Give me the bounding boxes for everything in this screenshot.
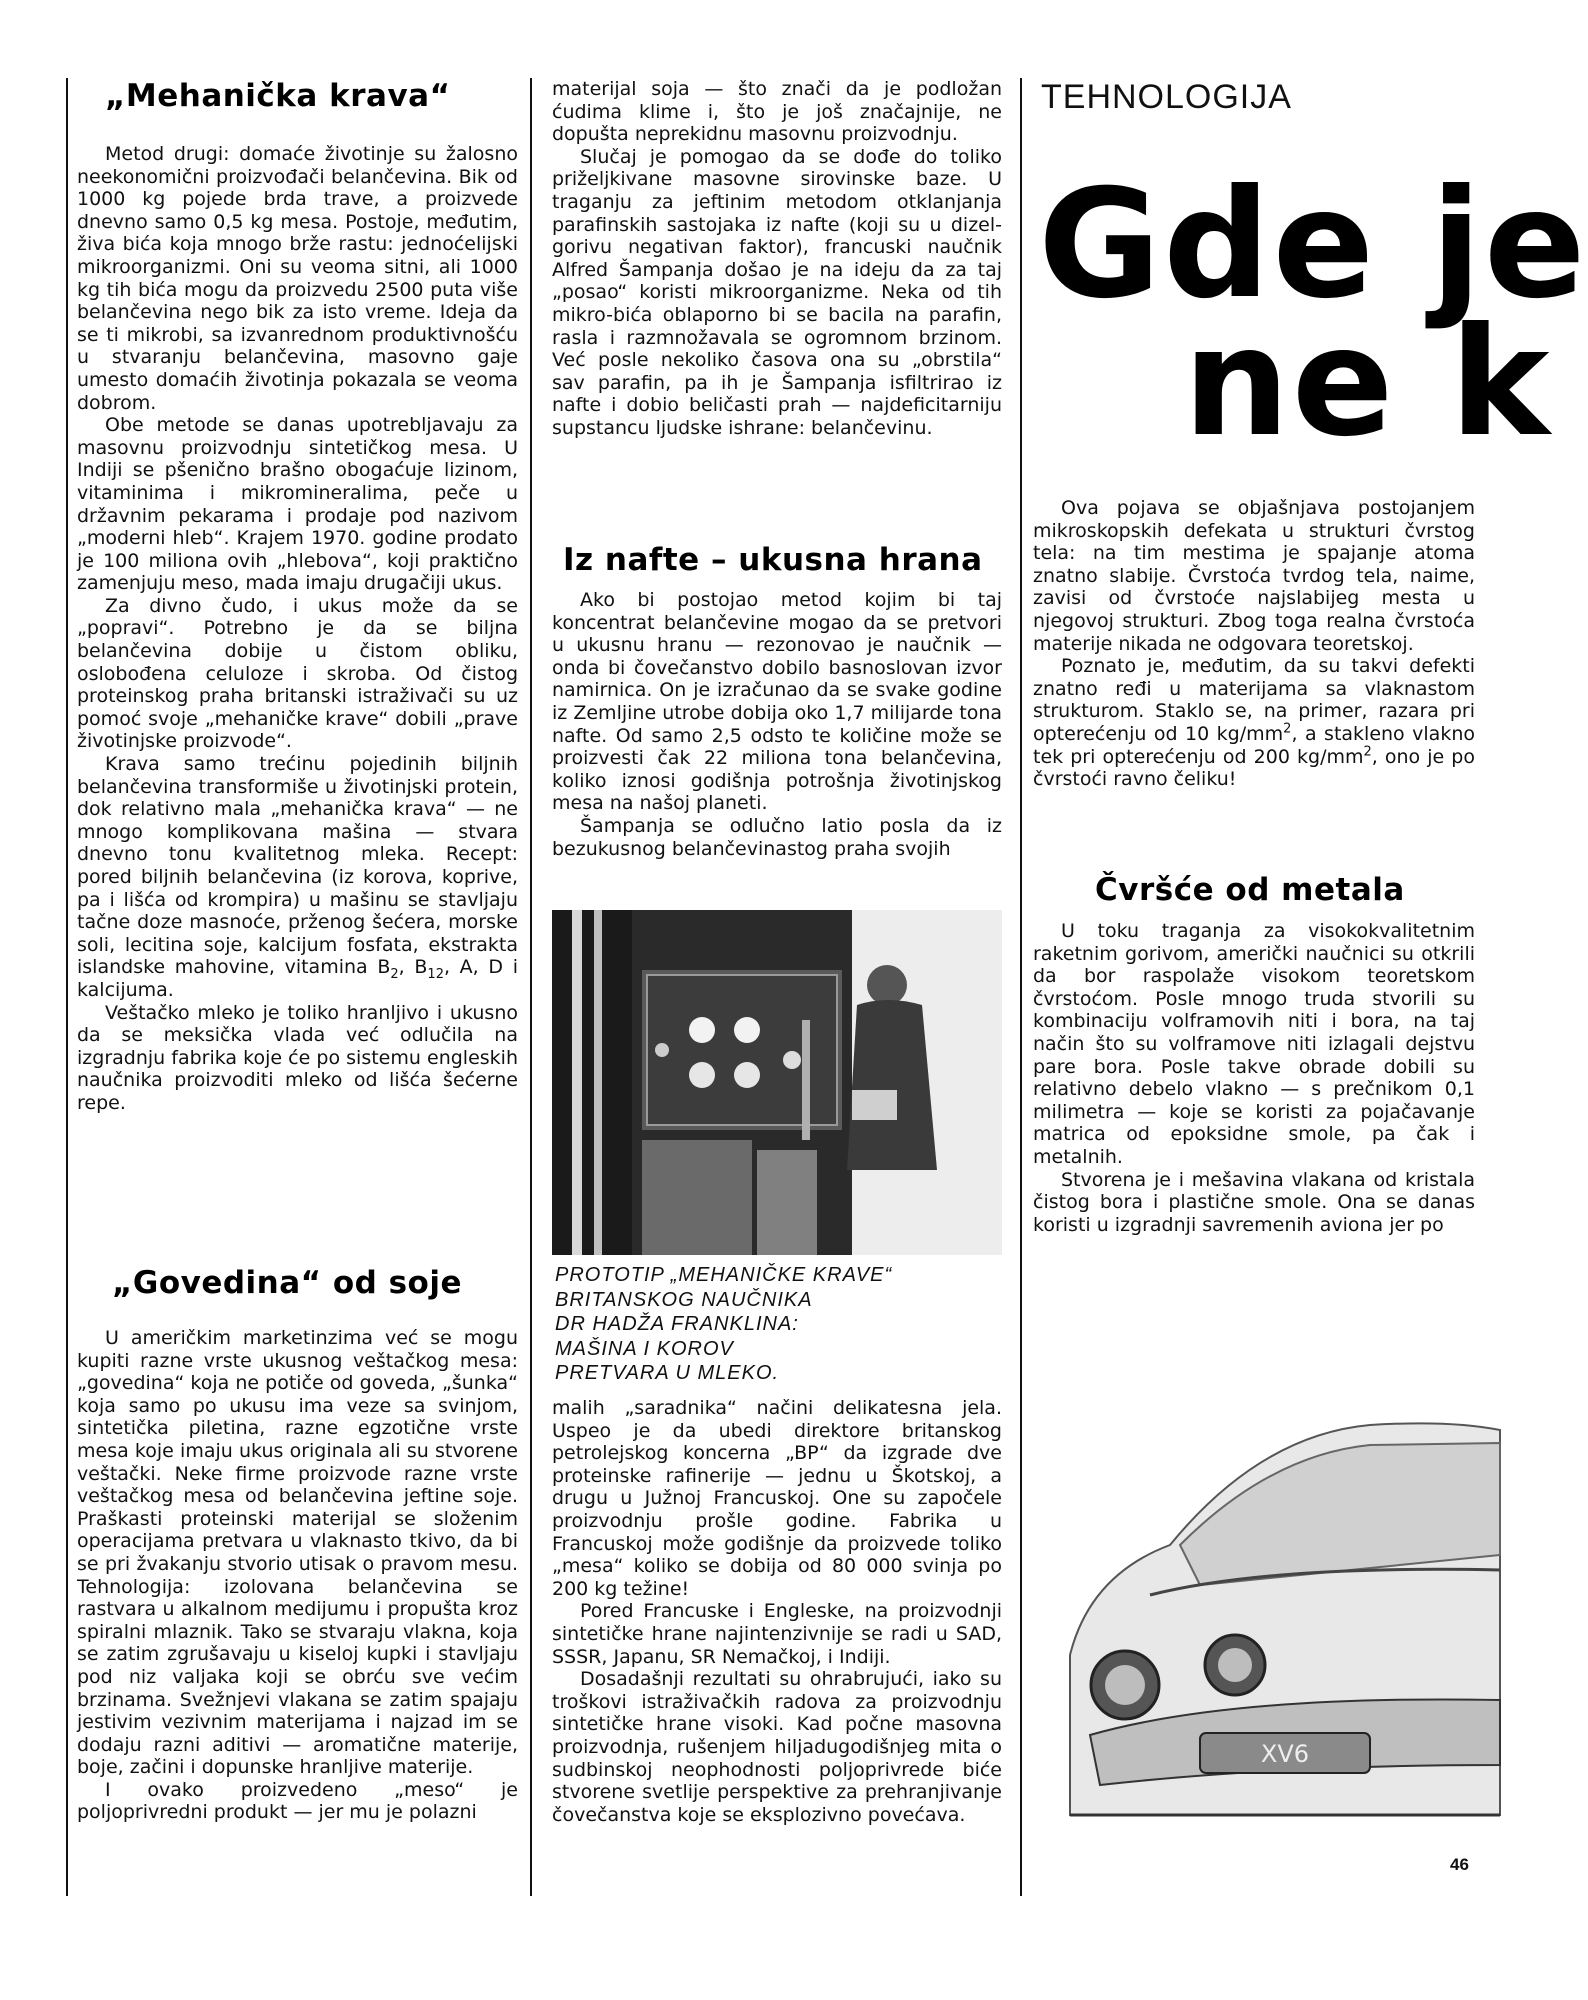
paragraph: Ako bi postojao metod kojim bi taj koncentrat belančevine mogao da se pretvori u ukusnu hranu — rezonovao je naučnik — onda bi čovečanstvo dobilo basnoslovan izvor namirnica. On je izračunao da se svake godine iz Zemljine utrobe dobija oko 1,7 milijarde tona nafte. Od samo 2,5 odsto te količine može se proizvesti čak 22 miliona tona belančevina, koliko iznosi godišnja potrošnja životinjskog mesa na našoj planeti.	[552, 589, 1002, 815]
heading-iz-nafte: Iz nafte – ukusna hrana	[563, 542, 983, 578]
subscript: 2	[390, 967, 399, 983]
photo-car-image	[1030, 1295, 1500, 1820]
paragraph-text: Poznato je, međutim, da su takvi defekti znatno ređi u materijama sa vlaknastom strukturom. Staklo se, na primer, razara pri opterećenju od 10 kg/mm	[1033, 655, 1475, 745]
car-plate-text: XV6	[1260, 1740, 1310, 1768]
heading-cvrsce-od-metala: Čvršće od metala	[1095, 872, 1405, 908]
photo-mechanical-cow	[552, 910, 1002, 1255]
paragraph: Za divno čudo, i ukus može da se „popravi“. Potrebno je da se biljna belančevina dobije u čistom obliku, oslobođena celuloze i skroba. Od čistog proteinskog praha britanski istraživači su uz pomoć svoje „mehaničke krave“ dobili „prave životinjske proizvode“.	[77, 594, 518, 753]
photo-car	[1030, 1295, 1500, 1820]
subscript: 12	[427, 967, 444, 983]
column-rule-left	[66, 78, 68, 1896]
paragraph: I ovako proizvedeno „meso“ je poljoprivredni produkt — jer mu je polazni	[77, 1778, 518, 1824]
paragraph: Pored Francuske i Engleske, na proizvodnji sintetičke hrane najintenzivnije se radi u SAD, SSSR, Japanu, SR Nemačkoj, i Indiji.	[552, 1600, 1002, 1668]
column-2-top	[552, 78, 1002, 440]
section-label: TEHNOLOGIJA	[1041, 78, 1292, 116]
column-rule-mid-2	[1020, 78, 1022, 1896]
paragraph: Šampanja se odlučno latio posla da iz bezukusnog belančevinastog praha svojih	[552, 814, 1002, 860]
paragraph-text: , A, D i kalcijuma.	[77, 956, 518, 1001]
column-2-middle	[552, 589, 1002, 860]
page-number: 46	[1450, 1855, 1469, 1874]
photo-mechanical-cow-image	[552, 910, 1002, 1255]
paragraph: Obe metode se danas upotrebljavaju za masovnu proizvodnju sintetičkog mesa. U Indiji se pšenično brašno obogaćuje lizinom, vitaminima i mikromineralima, peče u državnim pekarama i prodaje pod nazivom „moderni hleb“. Krajem 1970. godine prodato je 100 miliona ovih „hlebova“, koji praktično zamenjuju meso, mada imaju drugačiji ukus.	[77, 414, 518, 595]
article-title-line-2: ne k	[1183, 296, 1552, 470]
paragraph	[77, 753, 518, 1002]
heading-govedina-od-soje: „Govedina“ od soje	[112, 1265, 462, 1301]
paragraph: malih „saradnika“ načini delikatesna jela. Uspeo je da ubedi direktore britanskog petrolejskog koncerna „BP“ da izgrade dve proteinske rafinerije — jednu u Škotskoj, a drugu u Južnoj Francuskoj. One su započele proizvodnju prošle godine. Fabrika u Francuskoj može godišnje da proizvede toliko „mesa“ koliko se dobija od 80 000 svinja po 200 kg težine!	[552, 1397, 1002, 1600]
caption-line: DR HADŽA FRANKLINA:	[555, 1313, 799, 1335]
paragraph-text: , a stakleno vlakno tek pri opterećenju od 200 kg/mm	[1033, 722, 1475, 768]
column-1-top	[77, 143, 518, 1115]
paragraph: Slučaj je pomogao da se dođe do toliko priželjkivane masovne sirovinske baze. U traganju za jeftinim metodom otklanjanja parafinskih sastojaka iz nafte (koji su u dizel-gorivu negativan faktor), francuski naučnik Alfred Šampanja došao je na ideju da za taj „posao“ koristi mikroorganizme. Neka od tih mikro-bića oblaporno bi se bacila na parafin, rasla i razmnožavala se ogromnom brzinom. Već posle nekoliko časova ona su „obrstila“ sav parafin, pa ih je Šampanja isfiltrirao iz nafte i dobio beličasti prah — najdeficitarniju supstancu ljudske ishrane: belančevinu.	[552, 145, 1002, 439]
superscript: 2	[1363, 744, 1372, 760]
paragraph-text: Krava samo trećinu pojedinih biljnih belančevina transformiše u životinjski protein, dok relativno mala „mehanička krava“ — ne mnogo komplikovana mašina — stvara dnevno tonu kvalitetnog mleka. Recept: pored biljnih belančevina (iz korova, koprive, pa i lišća od krompira) u mašinu se stavljaju tačne doze masnoće, prženog šećera, morske soli, lecitina soje, kalcijum fosfata, ekstrakta islandske mahovine, vitamina B	[77, 753, 518, 979]
caption-line: PROTOTIP „MEHANIČKE KRAVE“	[555, 1264, 893, 1286]
paragraph: Stvorena je i mešavina vlakana od kristala čistog bora i plastične smole. Ona se danas koristi u izgradnji savremenih aviona jer po	[1033, 1168, 1475, 1236]
caption-line: BRITANSKOG NAUČNIKA	[555, 1288, 813, 1311]
paragraph: Veštačko mleko je toliko hranljivo i ukusno da se meksička vlada već odlučila na izgradnju fabrika koje će po sistemu engleskih naučnika proizvoditi mleko od lišća šećerne repe.	[77, 1001, 518, 1114]
paragraph: materijal soja — što znači da je podložan ćudima klime i, što je još značajnije, ne dopušta neprekidnu masovnu proizvodnju.	[552, 78, 1002, 146]
paragraph: Dosadašnji rezultati su ohrabrujući, iako su troškovi istraživačkih radova za proizvodnju sintetičke hrane visoki. Kad počne masovna proizvodnja, rušenjem hiljadugodišnjeg mita o sudbinskoj neophodnosti poljoprivrede biće stvorene svetlije perspektive za prehranjivanje čovečanstva koje se eksplozivno povećava.	[552, 1668, 1002, 1826]
paragraph	[1033, 655, 1475, 791]
column-3-middle	[1033, 920, 1475, 1236]
article-title-line-1: Gde je	[1038, 158, 1588, 332]
column-1-bottom	[77, 1327, 518, 1824]
paragraph-text: , ono je po čvrstoći ravno čeliku!	[1033, 745, 1475, 791]
heading-mehanicka-krava: „Mehanička krava“	[105, 78, 451, 114]
caption-line: PRETVARA U MLEKO.	[555, 1362, 780, 1384]
paragraph: Ova pojava se objašnjava postojanjem mikroskopskih defekata u strukturi čvrstog tela: na tim mestima je spajanje atoma znatno slabije. Čvrstoća tvrdog tela, naime, zavisi od čvrstoće najslabijeg mesta u njegovoj strukturi. Zbog toga realna čvrstoća materije nikada ne odgovara teoretskoj.	[1033, 497, 1475, 655]
superscript: 2	[1283, 721, 1292, 737]
photo-caption	[555, 1263, 1005, 1386]
paragraph: Metod drugi: domaće životinje su žalosno neekonomični proizvođači belančevina. Bik od 1000 kg pojede brda trave, a proizvede dnevno samo 0,5 kg mesa. Postoje, međutim, živa bića koja mnogo brže rastu: jednoćelijski mikroorganizmi. Oni su veoma sitni, ali 1000 kg tih bića mogu da proizvedu 2500 puta više belančevina nego bik za isto vreme. Ideja da se ti mikrobi, sa izvanrednom produktivnošću u stvaranju belančevina, masovno gaje umesto domaćih životinja pokazala se veoma dobrom.	[77, 143, 518, 414]
column-rule-mid-1	[530, 78, 532, 1896]
column-2-bottom	[552, 1397, 1002, 1826]
caption-line: MAŠINA I KOROV	[555, 1337, 734, 1360]
paragraph-text: , B	[398, 956, 428, 979]
paragraph: U američkim marketinzima već se mogu kupiti razne vrste ukusnog veštačkog mesa: „govedina“ koja ne potiče od goveda, „šunka“ koja samo po ukusu ima veze sa svinjom, sintetička piletina, razne egzotične vrste mesa koje imaju ukus originala ali su stvorene veštački. Neke firme proizvode razne vrste veštačkog mesa od belančevina jeftine soje. Praškasti proteinski materijal se složenim operacijama pretvara u vlaknasto tkivo, da bi se pri žvakanju stvorio utisak o pravom mesu. Tehnologija: izolovana belančevina se rastvara u alkalnom medijumu i propušta kroz spiralni mlaznik. Tako se stvaraju vlakna, koja se zatim zgrušavaju u kiseloj kupki i stavljaju pod niz valjaka koji se obrću sve većim brzinama. Svežnjevi vlakana se zatim spajaju jestivim vezivnim materijama i najzad im se dodaju razni aditivi — aromatične materije, boje, začini i dopunske hranljive materije.	[77, 1327, 518, 1779]
column-3-top	[1033, 497, 1475, 791]
paragraph: U toku traganja za visokokvalitetnim raketnim gorivom, američki naučnici su otkrili da bor raspolaže visokom teoretskom čvrstoćom. Posle mnogo truda stvorili su kombinaciju volframovih niti i bora, na taj način što su volframove niti izlagali dejstvu pare bora. Posle takve obrade dobili su relativno debelo vlakno — s prečnikom 0,1 milimetra — koje se koristi za pojačavanje matrica od epoksidne smole, pa čak i metalnih.	[1033, 920, 1475, 1168]
